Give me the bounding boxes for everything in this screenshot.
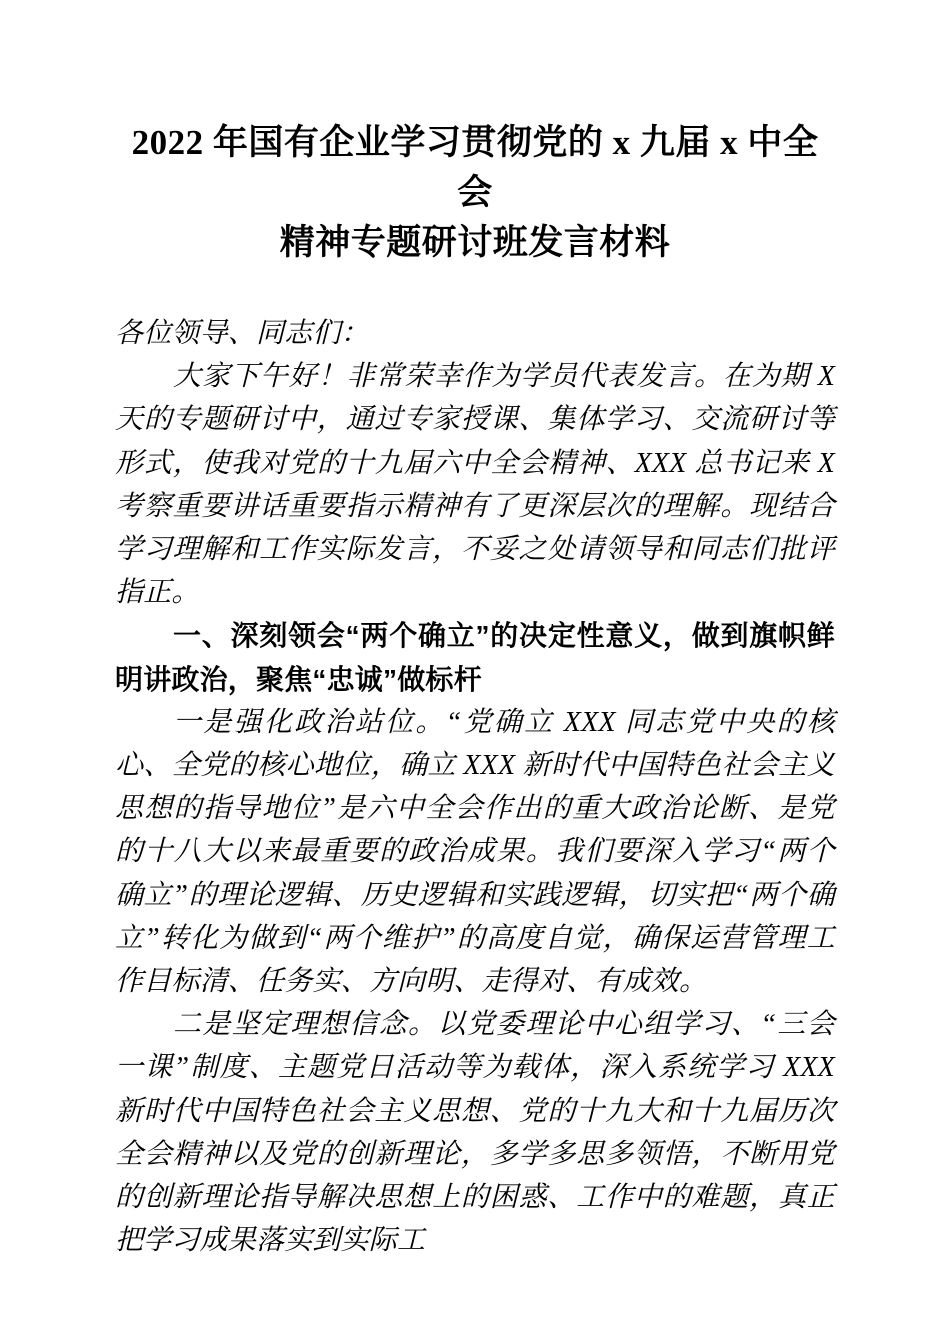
salutation-line: 各位领导、同志们： bbox=[115, 318, 369, 349]
page-title-line-1: 2022 年国有企业学习贯彻党的 x 九届 x 中全会 bbox=[131, 123, 819, 212]
section-heading-1: 一、深刻领会“两个确立”的决定性意义，做到旗帜鲜明讲政治，聚焦“忠诚”做标杆 bbox=[115, 620, 835, 695]
document-content bbox=[115, 118, 835, 1262]
page-title bbox=[115, 118, 835, 268]
document-body bbox=[115, 312, 835, 1262]
page-title-line-2: 精神专题研讨班发言材料 bbox=[279, 223, 671, 262]
paragraph-point-2: 二是坚定理想信念。以党委理论中心组学习、“三会一课”制度、主题党日活动等为载体，深入系统学习 XXX 新时代中国特色社会主义思想、党的十九大和十九届历次全会精神以及党的创新理论，多学多思多领悟，不断用党的创新理论指导解决思想上的困惑、工作中的难题，真正把学习成果落实到实际工 bbox=[115, 1009, 835, 1257]
paragraph-point-1: 一是强化政治站位。“党确立 XXX 同志党中央的核心、全党的核心地位，确立 XXX 新时代中国特色社会主义思想的指导地位”是六中全会作出的重大政治论断、是党的十八大以来最重要的政治成果。我们要深入学习“两个确立”的理论逻辑、历史逻辑和实践逻辑，切实把“两个确立”转化为做到“两个维护”的高度自觉，确保运营管理工作目标清、任务实、方向明、走得对、有成效。 bbox=[115, 706, 835, 998]
paragraph-opening: 大家下午好！非常荣幸作为学员代表发言。在为期 X 天的专题研讨中，通过专家授课、集体学习、交流研讨等形式，使我对党的十九届六中全会精神、XXX 总书记来 X 考察重要讲话重要指示精神有了更深层次的理解。现结合学习理解和工作实际发言，不妥之处请领导和同志们批评指正。 bbox=[115, 361, 835, 609]
